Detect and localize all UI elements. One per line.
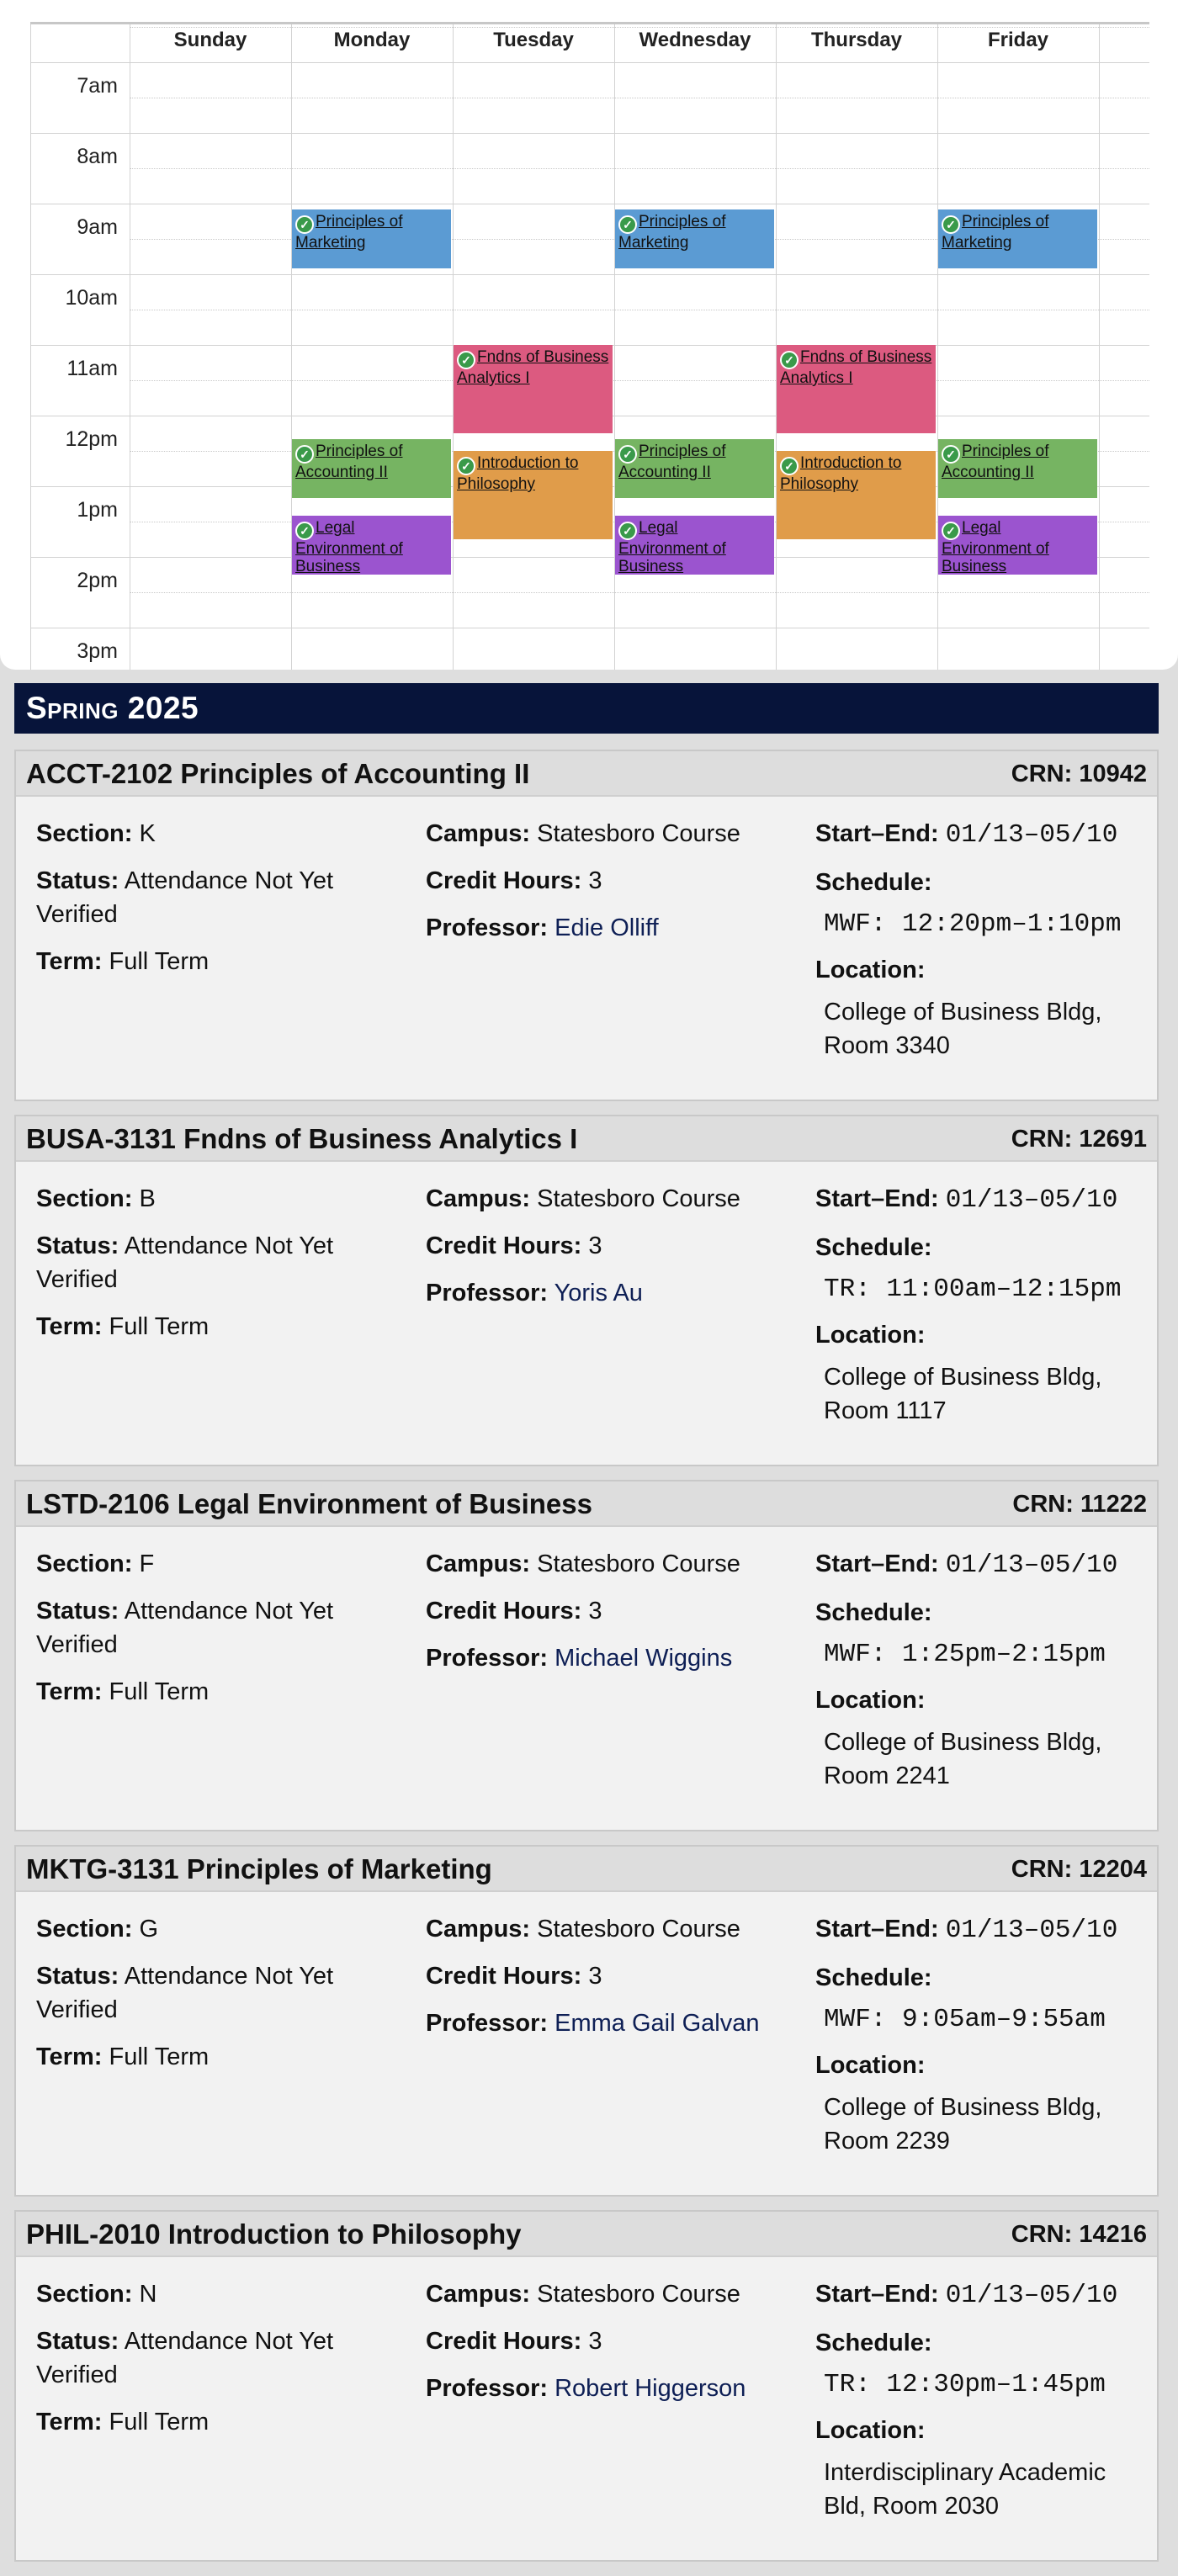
campus-label: Campus: — [426, 1185, 531, 1212]
status-label: Status: — [36, 1232, 119, 1259]
start-end-field — [815, 2277, 1152, 2313]
hour-label: 10am — [65, 286, 118, 310]
hour-label: 8am — [77, 145, 118, 168]
status-value: Attendance Not Yet Verified — [36, 1963, 334, 2023]
credit-hours-value: 3 — [588, 867, 602, 894]
check-circle-icon: ✓ — [295, 522, 314, 540]
course-title: LSTD-2106 Legal Environment of Business — [26, 1488, 592, 1519]
calendar-event-title[interactable]: Principles of Accounting II — [942, 443, 1049, 481]
section-value: F — [139, 1550, 155, 1577]
half-hour-gridline — [130, 380, 1149, 381]
check-circle-icon: ✓ — [780, 351, 799, 369]
calendar-event[interactable] — [777, 451, 936, 539]
term-field — [36, 2405, 406, 2439]
course-crn — [1012, 1481, 1147, 1527]
calendar-grid — [30, 56, 1149, 670]
start-end-value: 01/13–05/10 — [945, 1185, 1118, 1215]
professor-label: Professor: — [426, 1280, 549, 1307]
course-col-right — [815, 1547, 1152, 1805]
campus-field — [426, 1912, 796, 1946]
crn-label: CRN: — [1011, 1856, 1073, 1883]
professor-link[interactable]: Edie Olliff — [555, 914, 659, 941]
campus-field — [426, 1547, 796, 1581]
status-value: Attendance Not Yet Verified — [36, 1598, 334, 1658]
check-circle-icon: ✓ — [457, 351, 475, 369]
schedule-label: Schedule: — [815, 1964, 932, 1991]
location-field — [815, 1318, 1152, 1428]
location-value: College of Business Bldg, Room 2239 — [824, 2094, 1102, 2155]
schedule-field — [815, 866, 1152, 941]
section-label: Section: — [36, 820, 133, 847]
course-title: ACCT-2102 Principles of Accounting II — [26, 758, 530, 789]
calendar-event[interactable] — [454, 451, 613, 539]
day-header-wednesday: Wednesday — [639, 29, 751, 51]
check-circle-icon: ✓ — [295, 445, 314, 464]
hour-label: 7am — [77, 74, 118, 98]
professor-link[interactable]: Michael Wiggins — [555, 1645, 733, 1672]
professor-label: Professor: — [426, 914, 549, 941]
section-value: B — [139, 1185, 156, 1212]
term-banner — [14, 683, 1159, 734]
term-label: Term: — [36, 948, 103, 975]
start-end-field — [815, 1182, 1152, 1217]
schedule-field — [815, 2326, 1152, 2402]
schedule-field — [815, 1596, 1152, 1672]
weekly-calendar — [0, 0, 1178, 670]
calendar-event[interactable] — [292, 439, 451, 498]
term-label: Term: — [36, 1313, 103, 1340]
course-col-middle — [426, 817, 796, 958]
campus-label: Campus: — [426, 1916, 531, 1943]
crn-label: CRN: — [1011, 2221, 1073, 2248]
calendar-event-title[interactable]: Fndns of Business Analytics I — [457, 348, 609, 387]
course-header — [16, 1116, 1157, 1162]
credit-hours-value: 3 — [588, 1598, 602, 1625]
section-label: Section: — [36, 1550, 133, 1577]
professor-label: Professor: — [426, 2375, 549, 2402]
calendar-event-title[interactable]: Principles of Marketing — [618, 213, 726, 252]
calendar-event-title[interactable]: Introduction to Philosophy — [780, 454, 902, 493]
start-end-value: 01/13–05/10 — [945, 2281, 1118, 2310]
campus-value: Statesboro Course — [537, 1550, 740, 1577]
course-col-right — [815, 817, 1152, 1074]
course-card — [14, 1115, 1159, 1466]
professor-field — [426, 1641, 796, 1675]
course-col-right — [815, 1912, 1152, 2170]
location-label: Location: — [815, 2417, 926, 2444]
location-field — [815, 953, 1152, 1063]
schedule-label: Schedule: — [815, 1234, 932, 1261]
credit-hours-label: Credit Hours: — [426, 2328, 582, 2355]
calendar-event[interactable] — [454, 345, 613, 433]
status-label: Status: — [36, 1598, 119, 1625]
crn-value: 14216 — [1079, 2221, 1147, 2248]
term-label: Term: — [36, 2409, 103, 2436]
campus-label: Campus: — [426, 2281, 531, 2308]
calendar-column-line — [1099, 24, 1100, 670]
term-field — [36, 1675, 406, 1709]
campus-field — [426, 817, 796, 851]
calendar-event-title[interactable]: Principles of Marketing — [295, 213, 403, 252]
location-value: College of Business Bldg, Room 1117 — [824, 1364, 1102, 1424]
course-header — [16, 1481, 1157, 1527]
course-header — [16, 1847, 1157, 1892]
schedule-label: Schedule: — [815, 869, 932, 896]
crn-value: 12691 — [1079, 1126, 1147, 1153]
hour-gridline — [30, 133, 1149, 134]
day-header-monday: Monday — [333, 29, 411, 51]
status-value: Attendance Not Yet Verified — [36, 867, 334, 928]
start-end-field — [815, 817, 1152, 852]
start-end-label: Start–End: — [815, 1185, 939, 1212]
term-label: Term: — [36, 1678, 103, 1705]
calendar-event[interactable] — [615, 209, 774, 268]
section-field — [36, 1912, 406, 1946]
course-card — [14, 2210, 1159, 2562]
professor-field — [426, 2372, 796, 2405]
course-card — [14, 750, 1159, 1101]
course-col-middle — [426, 1182, 796, 1323]
status-field — [36, 1594, 406, 1662]
course-col-right — [815, 1182, 1152, 1439]
course-title: BUSA-3131 Fndns of Business Analytics I — [26, 1123, 578, 1154]
status-value: Attendance Not Yet Verified — [36, 2328, 334, 2388]
status-label: Status: — [36, 2328, 119, 2355]
calendar-event[interactable] — [292, 516, 451, 575]
course-crn — [1011, 751, 1147, 797]
schedule-field — [815, 1961, 1152, 2037]
course-col-left — [36, 1182, 406, 1357]
course-col-left — [36, 1547, 406, 1722]
section-field — [36, 1182, 406, 1216]
calendar-event[interactable] — [777, 345, 936, 433]
hour-label: 11am — [66, 357, 118, 380]
campus-field — [426, 1182, 796, 1216]
start-end-label: Start–End: — [815, 1916, 939, 1943]
term-field — [36, 1310, 406, 1344]
location-field — [815, 2049, 1152, 2158]
credit-hours-label: Credit Hours: — [426, 1232, 582, 1259]
course-col-left — [36, 1912, 406, 2087]
campus-value: Statesboro Course — [537, 820, 740, 847]
campus-value: Statesboro Course — [537, 2281, 740, 2308]
check-circle-icon: ✓ — [942, 522, 960, 540]
professor-link[interactable]: Robert Higgerson — [555, 2375, 746, 2402]
campus-label: Campus: — [426, 1550, 531, 1577]
schedule-value: MWF: 12:20pm–1:10pm — [824, 909, 1122, 939]
term-field — [36, 945, 406, 978]
course-card — [14, 1845, 1159, 2197]
status-label: Status: — [36, 1963, 119, 1990]
calendar-day-header — [30, 24, 1149, 56]
location-value: College of Business Bldg, Room 2241 — [824, 1729, 1102, 1789]
term-value: Full Term — [109, 948, 210, 975]
crn-value: 10942 — [1079, 761, 1147, 787]
calendar-event-title[interactable]: Fndns of Business Analytics I — [780, 348, 932, 387]
course-title: MKTG-3131 Principles of Marketing — [26, 1853, 492, 1884]
hour-label: 3pm — [77, 639, 118, 663]
credit-hours-value: 3 — [588, 1963, 602, 1990]
course-header — [16, 2212, 1157, 2257]
start-end-value: 01/13–05/10 — [945, 1916, 1118, 1945]
credit-hours-field — [426, 864, 796, 898]
credit-hours-label: Credit Hours: — [426, 867, 582, 894]
credit-hours-field — [426, 2324, 796, 2358]
section-label: Section: — [36, 1916, 133, 1943]
term-value: Full Term — [109, 2043, 210, 2070]
check-circle-icon: ✓ — [618, 215, 637, 234]
course-title: PHIL-2010 Introduction to Philosophy — [26, 2218, 522, 2250]
status-label: Status: — [36, 867, 119, 894]
location-field — [815, 2414, 1152, 2523]
schedule-value: TR: 11:00am–12:15pm — [824, 1275, 1122, 1304]
day-header-tuesday: Tuesday — [493, 29, 574, 51]
half-hour-gridline — [130, 168, 1149, 169]
calendar-event[interactable] — [292, 209, 451, 268]
location-field — [815, 1683, 1152, 1793]
location-label: Location: — [815, 1687, 926, 1714]
calendar-event[interactable] — [938, 439, 1097, 498]
section-value: G — [139, 1916, 159, 1943]
term-field — [36, 2040, 406, 2074]
course-crn — [1011, 1847, 1147, 1892]
hour-gridline — [30, 62, 1149, 63]
credit-hours-value: 3 — [588, 1232, 602, 1259]
course-col-left — [36, 817, 406, 992]
start-end-label: Start–End: — [815, 1550, 939, 1577]
credit-hours-label: Credit Hours: — [426, 1598, 582, 1625]
schedule-value: TR: 12:30pm–1:45pm — [824, 2370, 1106, 2399]
calendar-event-title[interactable]: Principles of Accounting II — [618, 443, 726, 481]
check-circle-icon: ✓ — [942, 215, 960, 234]
section-label: Section: — [36, 1185, 133, 1212]
location-value: College of Business Bldg, Room 3340 — [824, 999, 1102, 1059]
course-col-middle — [426, 1912, 796, 2054]
check-circle-icon: ✓ — [618, 522, 637, 540]
status-field — [36, 1959, 406, 2027]
course-card — [14, 1480, 1159, 1831]
check-circle-icon: ✓ — [780, 457, 799, 475]
term-title: Spring 2025 — [26, 691, 199, 725]
campus-label: Campus: — [426, 820, 531, 847]
professor-field — [426, 2006, 796, 2040]
start-end-value: 01/13–05/10 — [945, 820, 1118, 850]
schedule-label: Schedule: — [815, 2330, 932, 2356]
calendar-event[interactable] — [615, 516, 774, 575]
crn-label: CRN: — [1011, 1126, 1073, 1153]
start-end-field — [815, 1912, 1152, 1948]
schedule-value: MWF: 1:25pm–2:15pm — [824, 1640, 1106, 1669]
start-end-value: 01/13–05/10 — [945, 1550, 1118, 1580]
hour-label: 9am — [77, 215, 118, 239]
credit-hours-field — [426, 1594, 796, 1628]
course-header — [16, 751, 1157, 797]
hour-label: 12pm — [65, 427, 118, 451]
status-field — [36, 2324, 406, 2392]
half-hour-gridline — [130, 27, 1149, 28]
course-col-right — [815, 2277, 1152, 2535]
credit-hours-field — [426, 1229, 796, 1263]
location-label: Location: — [815, 957, 926, 983]
status-field — [36, 1229, 406, 1296]
start-end-field — [815, 1547, 1152, 1582]
check-circle-icon: ✓ — [295, 215, 314, 234]
calendar-event[interactable] — [938, 209, 1097, 268]
schedule-value: MWF: 9:05am–9:55am — [824, 2005, 1106, 2034]
half-hour-gridline — [130, 592, 1149, 593]
calendar-event-title[interactable]: Principles of Marketing — [942, 213, 1049, 252]
calendar-event-title[interactable]: Principles of Accounting II — [295, 443, 403, 481]
day-header-thursday: Thursday — [810, 29, 903, 51]
term-label: Term: — [36, 2043, 103, 2070]
course-col-middle — [426, 1547, 796, 1688]
professor-field — [426, 1276, 796, 1310]
check-circle-icon: ✓ — [457, 457, 475, 475]
crn-label: CRN: — [1012, 1491, 1074, 1518]
course-col-left — [36, 2277, 406, 2452]
term-value: Full Term — [109, 1678, 210, 1705]
status-value: Attendance Not Yet Verified — [36, 1232, 334, 1293]
course-crn — [1011, 2212, 1147, 2257]
section-value: K — [139, 820, 156, 847]
schedule-field — [815, 1231, 1152, 1307]
credit-hours-field — [426, 1959, 796, 1993]
calendar-event-title[interactable]: Legal Environment of Business — [618, 519, 726, 575]
crn-label: CRN: — [1011, 761, 1073, 787]
term-value: Full Term — [109, 2409, 210, 2436]
campus-value: Statesboro Course — [537, 1916, 740, 1943]
professor-link[interactable]: Yoris Au — [554, 1280, 643, 1307]
location-label: Location: — [815, 1322, 926, 1349]
schedule-label: Schedule: — [815, 1599, 932, 1626]
course-col-middle — [426, 2277, 796, 2419]
section-field — [36, 1547, 406, 1581]
campus-field — [426, 2277, 796, 2311]
location-value: Interdisciplinary Academic Bld, Room 2030 — [824, 2459, 1106, 2520]
hour-label: 1pm — [77, 498, 118, 522]
calendar-event-title[interactable]: Introduction to Philosophy — [457, 454, 579, 493]
location-label: Location: — [815, 2052, 926, 2079]
start-end-label: Start–End: — [815, 820, 939, 847]
calendar-event[interactable] — [938, 516, 1097, 575]
section-value: N — [139, 2281, 157, 2308]
calendar-event-title[interactable]: Legal Environment of Business — [942, 519, 1049, 575]
professor-link[interactable]: Emma Gail Galvan — [555, 2010, 760, 2037]
professor-label: Professor: — [426, 2010, 549, 2037]
day-header-sunday: Sunday — [173, 29, 247, 51]
check-circle-icon: ✓ — [942, 445, 960, 464]
credit-hours-value: 3 — [588, 2328, 602, 2355]
crn-value: 12204 — [1079, 1856, 1147, 1883]
credit-hours-label: Credit Hours: — [426, 1963, 582, 1990]
section-field — [36, 817, 406, 851]
hour-gridline — [30, 274, 1149, 275]
professor-field — [426, 911, 796, 945]
start-end-label: Start–End: — [815, 2281, 939, 2308]
status-field — [36, 864, 406, 931]
crn-value: 11222 — [1080, 1491, 1147, 1518]
calendar-event-title[interactable]: Legal Environment of Business — [295, 519, 403, 575]
section-field — [36, 2277, 406, 2311]
hour-label: 2pm — [77, 569, 118, 592]
course-crn — [1011, 1116, 1147, 1162]
term-value: Full Term — [109, 1313, 210, 1340]
day-header-friday: Friday — [987, 29, 1049, 51]
campus-value: Statesboro Course — [537, 1185, 740, 1212]
professor-label: Professor: — [426, 1645, 549, 1672]
section-label: Section: — [36, 2281, 133, 2308]
calendar-event[interactable] — [615, 439, 774, 498]
check-circle-icon: ✓ — [618, 445, 637, 464]
